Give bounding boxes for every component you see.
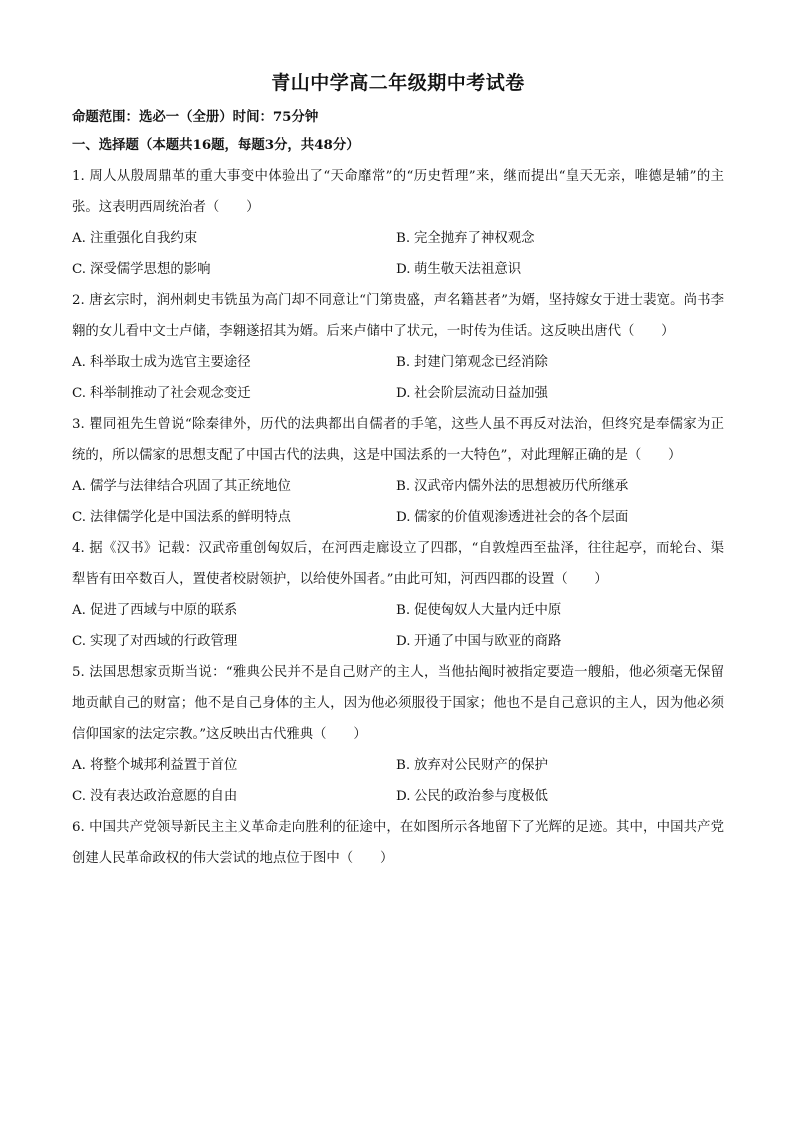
option-a: A. 促进了西域与中原的联系 <box>72 603 238 618</box>
option-c: C. 没有表达政治意愿的自由 <box>72 789 238 804</box>
option-list <box>72 471 724 533</box>
question-1 <box>72 161 724 285</box>
option-c: C. 科举制推动了社会观念变迁 <box>72 386 251 401</box>
option-a: A. 将整个城邦利益置于首位 <box>72 758 238 773</box>
question-stem: 6. 中国共产党领导新民主主义革命走向胜利的征途中，在如图所示各地留下了光辉的足迹。其中，中国共产党创建人民革命政权的伟大尝试的地点位于图中（ ） <box>72 820 724 866</box>
exam-scope-time: 命题范围：选必一（全册）时间：75分钟 <box>72 109 319 125</box>
question-stem: 5. 法国思想家贡斯当说：“雅典公民并不是自己财产的主人，当他拈阄时被指定要造一艘船，他必须毫无保留地贡献自己的财富；他不是自己身体的主人，因为他必须服役于国家；他也不是自己意识的主人，因为他必须信仰国家的法定宗教。”这反映出古代雅典（ ） <box>72 665 724 742</box>
question-2 <box>72 285 724 409</box>
option-b: B. 汉武帝内儒外法的思想被历代所继承 <box>396 479 629 494</box>
option-a: A. 注重强化自我约束 <box>72 231 198 246</box>
question-stem: 1. 周人从殷周鼎革的重大事变中体验出了“天命靡常”的“历史哲理”来，继而提出“皇天无亲，唯德是辅”的主张。这表明西周统治者（ ） <box>72 169 724 215</box>
question-6 <box>72 812 724 874</box>
option-a: A. 科举取士成为选官主要途径 <box>72 355 251 370</box>
option-b: B. 促使匈奴人大量内迁中原 <box>396 603 562 618</box>
option-d: D. 萌生敬天法祖意识 <box>396 262 522 277</box>
section-heading: 一、选择题（本题共16题，每题3分，共48分） <box>72 137 360 153</box>
option-b: B. 放弃对公民财产的保护 <box>396 758 548 773</box>
option-a: A. 儒学与法律结合巩固了其正统地位 <box>72 479 291 494</box>
option-c: C. 深受儒学思想的影响 <box>72 262 211 277</box>
option-d: D. 儒家的价值观渗透进社会的各个层面 <box>396 510 629 525</box>
option-d: D. 公民的政治参与度极低 <box>396 789 548 804</box>
option-c: C. 实现了对西域的行政管理 <box>72 634 238 649</box>
option-b: B. 封建门第观念已经消除 <box>396 355 548 370</box>
option-list <box>72 223 724 285</box>
option-list <box>72 595 724 657</box>
question-3 <box>72 409 724 533</box>
option-d: D. 开通了中国与欧亚的商路 <box>396 634 562 649</box>
question-stem: 2. 唐玄宗时，润州刺史韦铣虽为高门却不同意让“门第贵盛，声名籍甚者”为婿，坚持嫁女于进士裴宽。尚书李翱的女儿看中文士卢储，李翱遂招其为婿。后来卢储中了状元，一时传为佳话。这反映出唐代（ ） <box>72 293 724 339</box>
option-b: B. 完全抛弃了神权观念 <box>396 231 535 246</box>
question-stem: 3. 瞿同祖先生曾说“除秦律外，历代的法典都出自儒者的手笔，这些人虽不再反对法治，但终究是奉儒家为正统的，所以儒家的思想支配了中国古代的法典，这是中国法系的一大特色”，对此理解正确的是（ ） <box>72 417 724 463</box>
option-list <box>72 347 724 409</box>
option-list <box>72 750 724 812</box>
exam-title: 青山中学高二年级期中考试卷 <box>271 72 525 94</box>
question-4 <box>72 533 724 657</box>
question-5 <box>72 657 724 812</box>
question-stem: 4. 据《汉书》记载：汉武帝重创匈奴后，在河西走廊设立了四郡，“自敦煌西至盐泽，往往起亭，而轮台、渠犁皆有田卒数百人，置使者校尉领护，以给使外国者。”由此可知，河西四郡的设置（ ） <box>72 541 724 587</box>
option-d: D. 社会阶层流动日益加强 <box>396 386 548 401</box>
option-c: C. 法律儒学化是中国法系的鲜明特点 <box>72 510 291 525</box>
